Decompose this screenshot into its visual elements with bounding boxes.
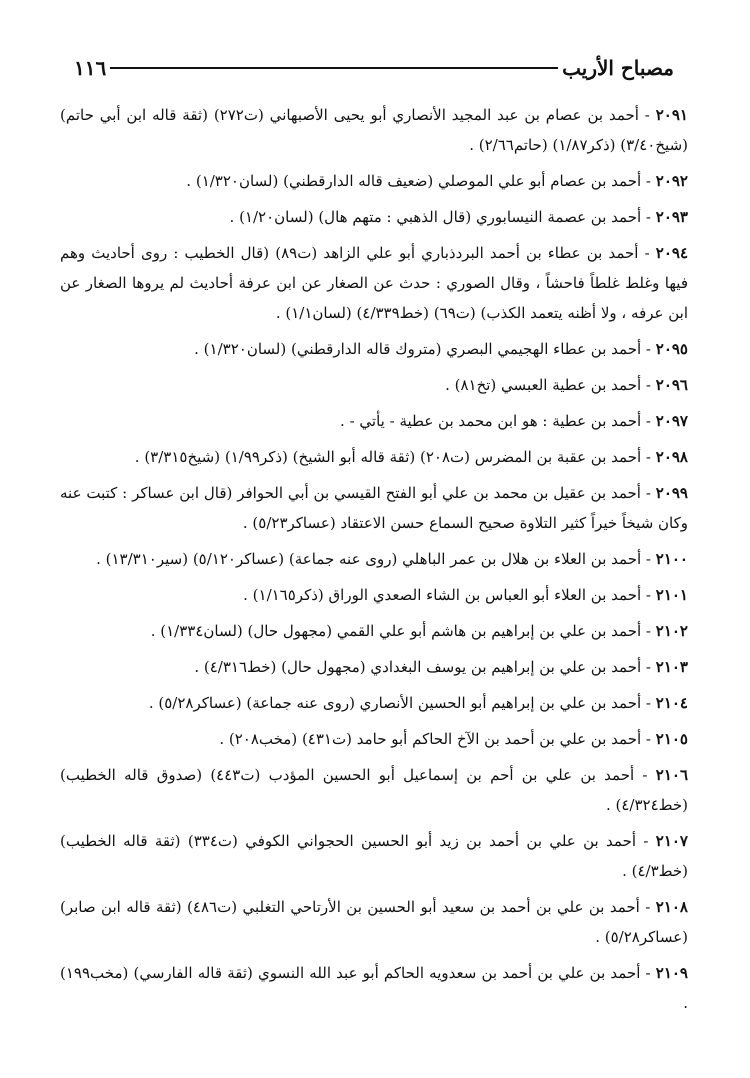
entry: ٢٠٩٥ - أحمد بن عطاء الهجيمي البصري (متروك قاله الدارقطني) (لسان١/٣٢٠) .: [194, 340, 688, 358]
entry-text: أحمد بن علي بن إبراهيم بن هاشم أبو علي القمي (مجهول حال) (لسان١/٣٣٤) .: [150, 622, 642, 640]
entry: ٢٠٩٣ - أحمد بن عصمة النيسابوري (قال الذهبي : متهم هال) (لسان١/٢٠) .: [229, 208, 688, 226]
entry-number: ٢١٠٣: [655, 658, 688, 676]
entry: ٢٠٩١ - أحمد بن عصام بن عبد المجيد الأنصاري أبو يحيى الأصبهاني (ت٢٧٢) (ثقة قاله ابن أبي حاتم) (شيخ٣/٤٠) (ذكر١/٨٧) (حاتم٢/٦٦) .: [60, 106, 688, 154]
running-title: مصباح الأريب: [562, 56, 674, 80]
entry-text: أحمد بن عطاء الهجيمي البصري (متروك قاله الدارقطني) (لسان١/٣٢٠) .: [194, 340, 642, 358]
entry: ٢٠٩٢ - أحمد بن عصام أبو علي الموصلي (ضعيف قاله الدارقطني) (لسان١/٣٢٠) .: [186, 172, 688, 190]
entry-number: ٢٠٩٣: [655, 208, 688, 226]
document-page: [60, 52, 688, 1024]
entry-number: ٢١٠٤: [655, 694, 688, 712]
entry-number: ٢١٠٨: [655, 898, 688, 916]
entry-text: أحمد بن عطية العبسي (تخ٨١) .: [445, 376, 642, 394]
entry-text: أحمد بن علي بن إبراهيم بن يوسف البغدادي (مجهول حال) (خط٤/٣١٦) .: [194, 658, 642, 676]
entry-number: ٢٠٩١: [655, 106, 688, 124]
entry-number: ٢١٠١: [655, 586, 688, 604]
entry: ٢٠٩٤ - أحمد بن عطاء بن أحمد البردذباري أبو علي الزاهد (ت٨٩) (قال الخطيب : روى أحاديث وهم فيها وغلط غلطاً فاحشاً ، وقال الصوري : حدث عن الصغار عن ابن عرفة أحاديث لم يروها الصغار عن ابن عرفه ، ولا أظنه يتعمد الكذب) (ت٦٩) (خط٤/٣٣٩) (لسان١/١) .: [60, 244, 689, 322]
entry-text: أحمد بن علي بن أحمد بن زيد أبو الحسين الحجواني الكوفي (ت٣٣٤) (ثقة قاله الخطيب) (خط٤/٣) .: [60, 832, 688, 880]
entry: ٢١٠٣ - أحمد بن علي بن إبراهيم بن يوسف البغدادي (مجهول حال) (خط٤/٣١٦) .: [194, 658, 688, 676]
entry-number: ٢٠٩٥: [655, 340, 688, 358]
entry-text: أحمد بن عصام أبو علي الموصلي (ضعيف قاله الدارقطني) (لسان١/٣٢٠) .: [186, 172, 642, 190]
entry: ٢٠٩٧ - أحمد بن عطية : هو ابن محمد بن عطية - يأتي - .: [340, 412, 688, 430]
entry-text: أحمد بن عقبة بن المضرس (ت٢٠٨) (ثقة قاله أبو الشيخ) (ذكر١/٩٩) (شيخ٣/٣١٥) .: [134, 448, 642, 466]
page-number: ١١٦: [74, 56, 107, 80]
header-rule: [110, 67, 558, 69]
entry-text: أحمد بن علي بن أحمد بن الآخ الحاكم أبو حامد (ت٤٣١) (مخب٢٠٨) .: [219, 730, 642, 748]
entry-number: ٢١٠٠: [655, 550, 688, 568]
entry-text: أحمد بن عصمة النيسابوري (قال الذهبي : متهم هال) (لسان١/٢٠) .: [229, 208, 642, 226]
entry: ٢١٠٨ - أحمد بن علي بن أحمد بن سعيد أبو الحسين بن الأرتاحي التغلبي (ت٤٨٦) (ثقة قاله ابن صابر) (عساكر٥/٢٨) .: [60, 898, 688, 946]
entry-number: ٢١٠٩: [655, 964, 688, 982]
entry-number: ٢١٠٧: [655, 832, 688, 850]
page-header: [60, 52, 688, 84]
entry: ٢٠٩٦ - أحمد بن عطية العبسي (تخ٨١) .: [445, 376, 688, 394]
entry: ٢١٠٦ - أحمد بن علي بن أحم بن إسماعيل أبو الحسين المؤدب (ت٤٤٣) (صدوق قاله الخطيب) (خط٤/٣٢٤) .: [60, 766, 689, 814]
entry-text: أحمد بن عطية : هو ابن محمد بن عطية - يأتي - .: [340, 412, 642, 430]
entry-number: ٢٠٩٤: [655, 244, 689, 262]
entry: ٢١٠٠ - أحمد بن العلاء بن هلال بن عمر الباهلي (روى عنه جماعة) (عساكر٥/١٢٠) (سير١٣/٣١٠) .: [96, 550, 688, 568]
entry: ٢١٠٧ - أحمد بن علي بن أحمد بن زيد أبو الحسين الحجواني الكوفي (ت٣٣٤) (ثقة قاله الخطيب) (خط٤/٣) .: [60, 832, 688, 880]
entry: ٢١٠٢ - أحمد بن علي بن إبراهيم بن هاشم أبو علي القمي (مجهول حال) (لسان١/٣٣٤) .: [150, 622, 688, 640]
entry: ٢٠٩٩ - أحمد بن عقيل بن محمد بن علي أبو الفتح القيسي بن أبي الحوافر (قال ابن عساكر : كتبت عنه وكان شيخاً خيراً كثير التلاوة صحيح السماع حسن الاعتقاد (عساكر٥/٢٣) .: [60, 484, 688, 532]
entry: ٢٠٩٨ - أحمد بن عقبة بن المضرس (ت٢٠٨) (ثقة قاله أبو الشيخ) (ذكر١/٩٩) (شيخ٣/٣١٥) .: [134, 448, 688, 466]
entry-number: ٢١٠٢: [655, 622, 688, 640]
entry-number: ٢٠٩٧: [655, 412, 688, 430]
entry: ٢١٠٥ - أحمد بن علي بن أحمد بن الآخ الحاكم أبو حامد (ت٤٣١) (مخب٢٠٨) .: [219, 730, 688, 748]
entry-number: ٢٠٩٩: [655, 484, 688, 502]
entry-number: ٢٠٩٦: [655, 376, 688, 394]
entry-list: [60, 100, 688, 1018]
entry-number: ٢٠٩٨: [655, 448, 688, 466]
entry: ٢١٠٩ - أحمد بن علي بن أحمد بن سعدويه الحاكم أبو عبد الله النسوي (ثقة قاله الفارسي) (مخب١٩٩) .: [60, 964, 688, 1012]
entry-text: أحمد بن علي بن أحم بن إسماعيل أبو الحسين المؤدب (ت٤٤٣) (صدوق قاله الخطيب) (خط٤/٣٢٤) .: [60, 766, 688, 814]
entry-number: ٢٠٩٢: [655, 172, 688, 190]
entry-number: ٢١٠٥: [655, 730, 688, 748]
entry-text: أحمد بن عصام بن عبد المجيد الأنصاري أبو يحيى الأصبهاني (ت٢٧٢) (ثقة قاله ابن أبي حاتم) (شيخ٣/٤٠) (ذكر١/٨٧) (حاتم٢/٦٦) .: [60, 106, 688, 154]
entry-text: أحمد بن العلاء أبو العباس بن الشاء الصعدي الوراق (ذكر١/١٦٥) .: [243, 586, 642, 604]
entry-text: أحمد بن عقيل بن محمد بن علي أبو الفتح القيسي بن أبي الحوافر (قال ابن عساكر : كتبت عنه وكان شيخاً خيراً كثير التلاوة صحيح السماع حسن الاعتقاد (عساكر٥/٢٣) .: [60, 484, 688, 532]
entry-text: أحمد بن علي بن أحمد بن سعدويه الحاكم أبو عبد الله النسوي (ثقة قاله الفارسي) (مخب١٩٩) .: [60, 964, 688, 1012]
entry-text: أحمد بن علي بن أحمد بن سعيد أبو الحسين بن الأرتاحي التغلبي (ت٤٨٦) (ثقة قاله ابن صابر) (عساكر٥/٢٨) .: [60, 898, 688, 946]
entry: ٢١٠٤ - أحمد بن علي بن إبراهيم أبو الحسين الأنصاري (روى عنه جماعة) (عساكر٥/٢٨) .: [148, 694, 688, 712]
entry-text: أحمد بن علي بن إبراهيم أبو الحسين الأنصاري (روى عنه جماعة) (عساكر٥/٢٨) .: [148, 694, 642, 712]
entry-text: أحمد بن عطاء بن أحمد البردذباري أبو علي الزاهد (ت٨٩) (قال الخطيب : روى أحاديث وهم فيها وغلط غلطاً فاحشاً ، وقال الصوري : حدث عن الصغار عن ابن عرفة أحاديث لم يروها الصغار عن ابن عرفه ، ولا أظنه يتعمد الكذب) (ت٦٩) (خط٤/٣٣٩) (لسان١/١) .: [60, 244, 688, 322]
entry-number: ٢١٠٦: [655, 766, 689, 784]
entry: ٢١٠١ - أحمد بن العلاء أبو العباس بن الشاء الصعدي الوراق (ذكر١/١٦٥) .: [243, 586, 688, 604]
entry-text: أحمد بن العلاء بن هلال بن عمر الباهلي (روى عنه جماعة) (عساكر٥/١٢٠) (سير١٣/٣١٠) .: [96, 550, 642, 568]
